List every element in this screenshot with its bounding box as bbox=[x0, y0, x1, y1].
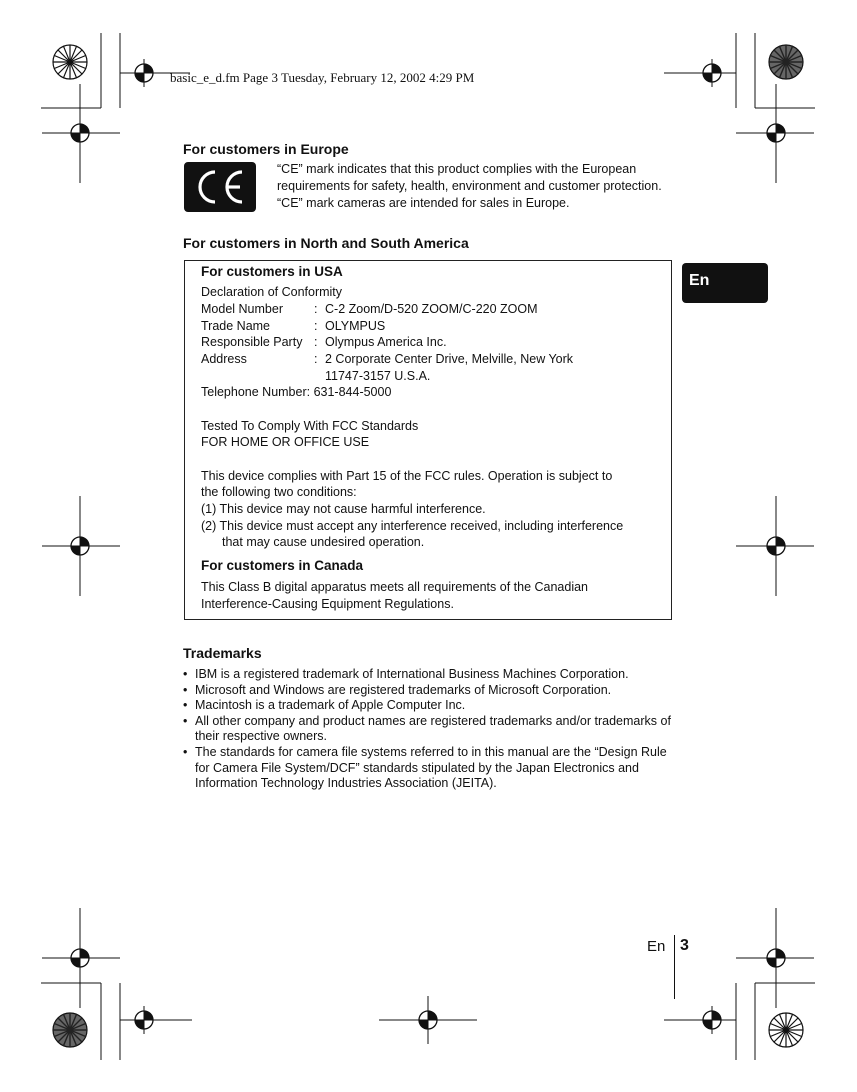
footer-divider bbox=[674, 935, 675, 999]
trademark-item: • IBM is a registered trademark of International Business Machines Corporation. bbox=[183, 667, 683, 683]
spec-colon: : bbox=[314, 302, 318, 316]
trademark-item: • All other company and product names are registered trademarks and/or trademarks of their respective owners. bbox=[183, 714, 683, 745]
ce-mark-logo bbox=[184, 162, 256, 212]
fcc-statement-line-2: the following two conditions: bbox=[201, 485, 357, 499]
spec-colon: : bbox=[314, 335, 318, 349]
declaration-title: Declaration of Conformity bbox=[201, 285, 343, 299]
fcc-tested: Tested To Comply With FCC Standards bbox=[201, 419, 419, 433]
fcc-condition-2-continued: that may cause undesired operation. bbox=[222, 535, 425, 549]
spec-value: 2 Corporate Center Drive, Melville, New York bbox=[325, 352, 574, 366]
canada-text-line-1: This Class B digital apparatus meets all requirements of the Canadian bbox=[201, 580, 589, 594]
canada-text-line-2: Interference-Causing Equipment Regulations. bbox=[201, 597, 454, 611]
spec-colon: : bbox=[314, 319, 318, 333]
trademarks-list bbox=[183, 667, 683, 792]
spec-value: Olympus America Inc. bbox=[325, 335, 447, 349]
footer-language: En bbox=[647, 938, 666, 955]
fcc-condition-1: (1) This device may not cause harmful interference. bbox=[201, 502, 486, 516]
fcc-condition-2: (2) This device must accept any interference received, including interference bbox=[201, 519, 624, 533]
spec-value: OLYMPUS bbox=[325, 319, 386, 333]
spec-value: C-2 Zoom/D-520 ZOOM/C-220 ZOOM bbox=[325, 302, 538, 316]
page-number: 3 bbox=[680, 937, 689, 954]
spec-label: Address bbox=[201, 352, 247, 366]
home-office-use: FOR HOME OR OFFICE USE bbox=[201, 435, 370, 449]
spec-label: Responsible Party bbox=[201, 335, 303, 349]
america-heading: For customers in North and South America bbox=[183, 235, 469, 251]
address-line-2: 11747-3157 U.S.A. bbox=[325, 369, 431, 383]
language-tab: En bbox=[682, 263, 768, 303]
usa-heading: For customers in USA bbox=[201, 264, 343, 279]
usa-declaration-content bbox=[201, 264, 661, 614]
print-header: basic_e_d.fm Page 3 Tuesday, February 12, 2002 4:29 PM bbox=[170, 70, 475, 85]
fcc-statement-line-1: This device complies with Part 15 of the FCC rules. Operation is subject to bbox=[201, 469, 613, 483]
canada-heading: For customers in Canada bbox=[201, 558, 364, 573]
spec-colon: : bbox=[314, 352, 318, 366]
trademarks-heading: Trademarks bbox=[183, 645, 262, 661]
telephone-number: Telephone Number: 631-844-5000 bbox=[201, 385, 392, 399]
ce-description: “CE” mark indicates that this product complies with the European requirements for safety, health, environment and customer protection. “CE” mark cameras are intended for sales in Europe. bbox=[277, 162, 662, 210]
europe-heading: For customers in Europe bbox=[183, 141, 349, 157]
trademark-item: • Microsoft and Windows are registered trademarks of Microsoft Corporation. bbox=[183, 683, 683, 699]
ce-mark-icon bbox=[190, 167, 250, 207]
spec-label: Trade Name bbox=[201, 319, 271, 333]
trademark-item: • The standards for camera file systems referred to in this manual are the “Design Rule for Camera File System/DCF” standards stipulated by the Japan Electronics and Information Technology Industries Association (JEITA). bbox=[183, 745, 683, 792]
trademark-item: • Macintosh is a trademark of Apple Computer Inc. bbox=[183, 698, 683, 714]
spec-label: Model Number bbox=[201, 302, 283, 316]
